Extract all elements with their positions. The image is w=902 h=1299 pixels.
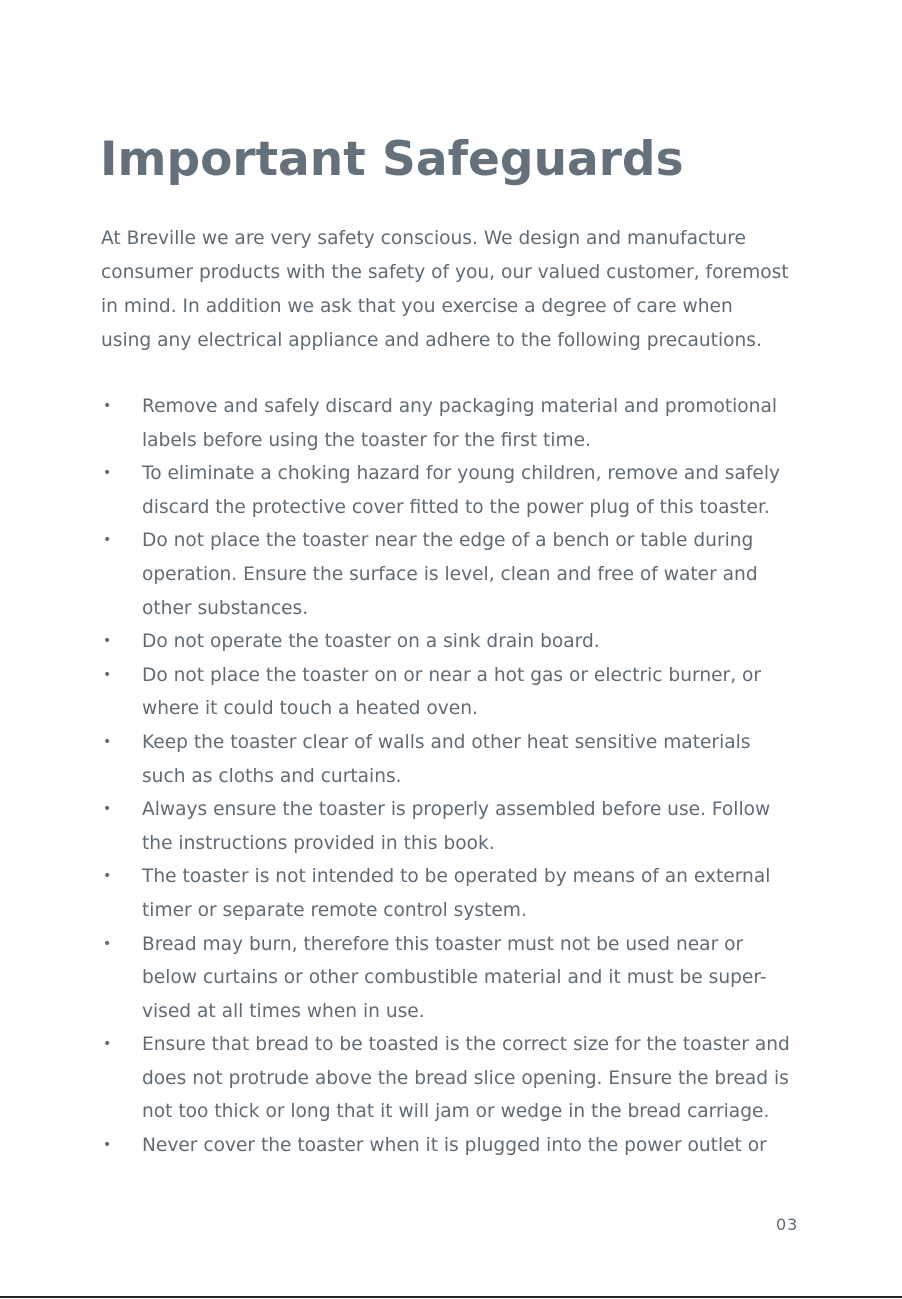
- list-item: [101, 928, 821, 1029]
- list-item-text: not too thick or long that it will jam or wedge in the bread carriage.: [142, 1101, 770, 1123]
- list-item-text: timer or separate remote control system.: [142, 899, 527, 921]
- list-item: [101, 625, 821, 659]
- bottom-divider: [0, 1296, 902, 1298]
- list-item: [101, 390, 821, 457]
- list-item-text: Ensure that bread to be toasted is the correct size for the toaster and: [142, 1034, 790, 1056]
- bullet-icon: •: [103, 1036, 112, 1053]
- list-item-text: operation. Ensure the surface is level, clean and free of water and: [142, 563, 758, 585]
- list-item: [101, 1028, 821, 1129]
- list-item-text: the instructions provided in this book.: [142, 832, 495, 854]
- intro-line: using any electrical appliance and adhere to the following precautions.: [101, 330, 762, 351]
- list-item: [101, 524, 821, 625]
- list-item: [101, 659, 821, 726]
- list-item-text: Do not place the toaster on or near a hot gas or electric burner, or: [142, 664, 762, 686]
- list-item-text: Always ensure the toaster is properly assembled before use. Follow: [142, 799, 771, 821]
- list-item-text: does not protrude above the bread slice opening. Ensure the bread is: [142, 1067, 789, 1089]
- list-item-text: labels before using the toaster for the first time.: [142, 429, 591, 451]
- bullet-icon: •: [103, 398, 112, 414]
- intro-line: in mind. In addition we ask that you exercise a degree of care when: [101, 296, 733, 317]
- list-item-text: where it could touch a heated oven.: [142, 698, 478, 720]
- list-item: [101, 1129, 821, 1163]
- list-item: [101, 793, 821, 860]
- bullet-icon: •: [103, 666, 112, 683]
- list-item-text: Bread may burn, therefore this toaster must not be used near or: [142, 933, 744, 955]
- list-item-text: other substances.: [142, 597, 309, 619]
- bullet-icon: •: [103, 801, 112, 818]
- bullet-icon: •: [103, 1137, 112, 1154]
- list-item-text: To eliminate a choking hazard for young children, remove and safely: [142, 463, 781, 485]
- intro-line: At Breville we are very safety conscious. We design and manufacture: [101, 228, 746, 249]
- bullet-icon: •: [103, 935, 112, 952]
- bullet-icon: •: [103, 532, 112, 549]
- page-number: 03: [776, 1215, 799, 1234]
- list-item-text: discard the protective cover fitted to the power plug of this toaster.: [142, 496, 770, 518]
- list-item-text: vised at all times when in use.: [142, 1000, 425, 1022]
- list-item-text: Remove and safely discard any packaging material and promotional: [142, 396, 778, 417]
- list-item: [101, 726, 821, 793]
- list-item: [101, 457, 821, 524]
- list-item: [101, 860, 821, 927]
- list-item-text: below curtains or other combustible material and it must be super-: [142, 967, 767, 989]
- bullet-icon: •: [103, 868, 112, 885]
- bullet-icon: •: [103, 465, 112, 482]
- bullet-icon: •: [103, 733, 112, 750]
- list-item-text: The toaster is not intended to be operated by means of an external: [142, 866, 771, 888]
- list-item-text: Do not operate the toaster on a sink drain board.: [142, 631, 600, 653]
- bullet-icon: •: [103, 633, 112, 650]
- intro-line: consumer products with the safety of you, our valued customer, foremost: [101, 262, 789, 283]
- page-title: Important Safeguards: [100, 132, 684, 187]
- safeguards-list: [101, 390, 821, 1163]
- list-item-text: Do not place the toaster near the edge of a bench or table during: [142, 530, 754, 552]
- list-item-text: Never cover the toaster when it is plugged into the power outlet or: [142, 1135, 767, 1157]
- list-item-text: Keep the toaster clear of walls and other heat sensitive materials: [142, 731, 751, 753]
- list-item-text: such as cloths and curtains.: [142, 765, 402, 787]
- intro-paragraph: [101, 222, 821, 358]
